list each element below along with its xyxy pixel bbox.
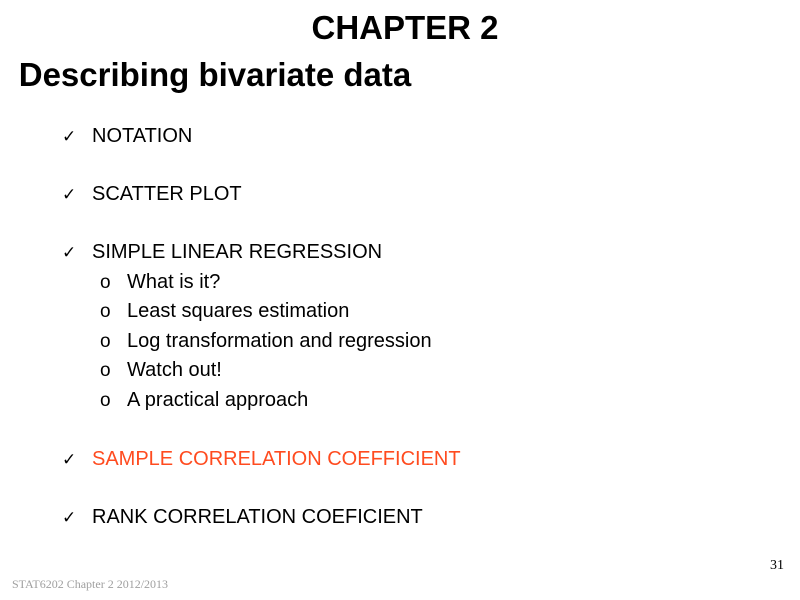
sub-item	[100, 358, 222, 383]
circle-bullet-icon: o	[100, 331, 111, 352]
checkmark-icon: ✓	[62, 185, 77, 205]
sub-item	[100, 329, 432, 354]
outline-item-label: NOTATION	[92, 125, 193, 147]
circle-bullet-icon: o	[100, 390, 111, 411]
outline-item-label: SCATTER PLOT	[92, 183, 242, 205]
sub-item-label: Watch out!	[127, 359, 222, 381]
outline-item-notation	[62, 124, 192, 149]
circle-bullet-icon: o	[100, 301, 111, 322]
checkmark-icon: ✓	[62, 508, 77, 528]
outline-item-label: SAMPLE CORRELATION COEFFICIENT	[92, 448, 461, 470]
sub-item-label: Log transformation and regression	[127, 330, 432, 352]
circle-bullet-icon: o	[100, 272, 111, 293]
sub-item	[100, 299, 349, 324]
checkmark-icon: ✓	[62, 243, 77, 263]
circle-bullet-icon: o	[100, 360, 111, 381]
checkmark-icon: ✓	[62, 127, 77, 147]
outline-item-label: RANK CORRELATION COEFICIENT	[92, 506, 423, 528]
checkmark-icon: ✓	[62, 450, 77, 470]
outline-item-sample-correlation-coefficient	[62, 447, 461, 472]
sub-item	[100, 270, 220, 295]
outline-item-simple-linear-regression	[62, 240, 382, 265]
sub-item-label: Least squares estimation	[127, 300, 350, 322]
slide-footer: STAT6202 Chapter 2 2012/2013	[12, 577, 169, 591]
chapter-heading: CHAPTER 2	[311, 9, 499, 46]
outline-item-label: SIMPLE LINEAR REGRESSION	[92, 241, 383, 263]
sub-item-label: A practical approach	[127, 389, 309, 411]
sub-item-label: What is it?	[127, 271, 221, 293]
slide-title-text: Describing bivariate data	[18, 56, 412, 93]
outline-item-scatter-plot	[62, 182, 242, 207]
page-number: 31	[770, 558, 784, 573]
sub-item	[100, 388, 308, 413]
outline-item-rank-correlation-coeficient	[62, 505, 423, 530]
